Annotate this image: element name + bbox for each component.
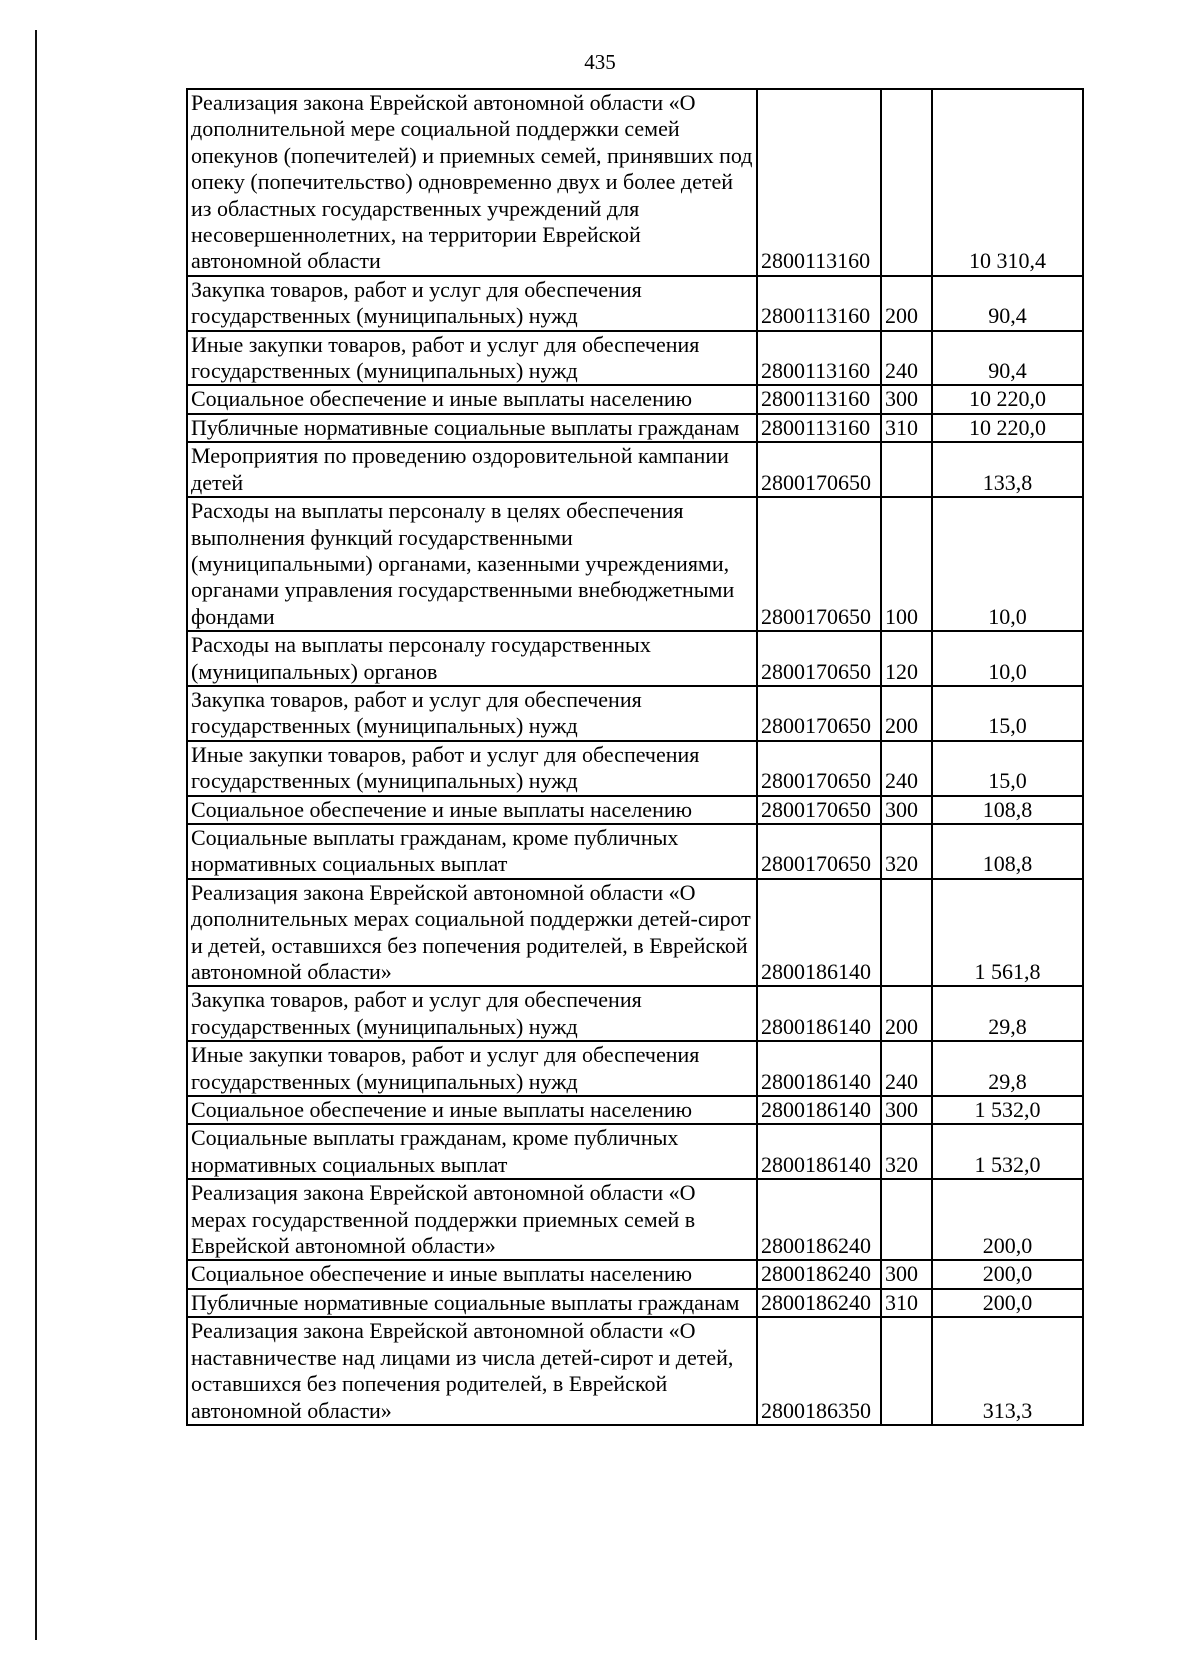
expense-type-cell	[881, 1317, 932, 1425]
target-code-cell: 2800186240	[757, 1179, 881, 1260]
target-code-cell: 2800186350	[757, 1317, 881, 1425]
table-row	[187, 442, 1083, 497]
expense-type-cell: 240	[881, 1041, 932, 1096]
amount-cell: 108,8	[932, 824, 1083, 879]
target-code-cell: 2800170650	[757, 741, 881, 796]
amount-cell: 200,0	[932, 1289, 1083, 1317]
expense-type-cell: 200	[881, 276, 932, 331]
amount-cell: 29,8	[932, 1041, 1083, 1096]
expense-type-cell: 300	[881, 796, 932, 824]
table-row	[187, 1124, 1083, 1179]
amount-cell: 200,0	[932, 1179, 1083, 1260]
table-row	[187, 631, 1083, 686]
expense-type-cell: 200	[881, 986, 932, 1041]
expense-name-cell: Мероприятия по проведению оздоровительной кампании детей	[187, 442, 757, 497]
table-row	[187, 741, 1083, 796]
amount-cell: 1 561,8	[932, 879, 1083, 987]
expense-name-cell: Реализация закона Еврейской автономной области «О мерах государственной поддержки приемных семей в Еврейской автономной области»	[187, 1179, 757, 1260]
expense-name-cell: Социальные выплаты гражданам, кроме публичных нормативных социальных выплат	[187, 1124, 757, 1179]
expense-name-cell: Реализация закона Еврейской автономной области «О наставничестве над лицами из числа детей-сирот и детей, оставшихся без попечения родителей, в Еврейской автономной области»	[187, 1317, 757, 1425]
target-code-cell: 2800186140	[757, 1096, 881, 1124]
target-code-cell: 2800186240	[757, 1260, 881, 1288]
target-code-cell: 2800170650	[757, 824, 881, 879]
target-code-cell: 2800186240	[757, 1289, 881, 1317]
amount-cell: 10 310,4	[932, 89, 1083, 276]
table-row	[187, 89, 1083, 276]
target-code-cell: 2800186140	[757, 1041, 881, 1096]
target-code-cell: 2800113160	[757, 385, 881, 413]
target-code-cell: 2800113160	[757, 414, 881, 442]
table-row	[187, 1041, 1083, 1096]
expense-name-cell: Закупка товаров, работ и услуг для обеспечения государственных (муниципальных) нужд	[187, 986, 757, 1041]
table-row	[187, 796, 1083, 824]
expense-name-cell: Публичные нормативные социальные выплаты гражданам	[187, 414, 757, 442]
amount-cell: 10,0	[932, 631, 1083, 686]
budget-table	[186, 88, 1084, 1426]
table-row	[187, 1260, 1083, 1288]
amount-cell: 90,4	[932, 276, 1083, 331]
expense-name-cell: Закупка товаров, работ и услуг для обеспечения государственных (муниципальных) нужд	[187, 276, 757, 331]
amount-cell: 10 220,0	[932, 385, 1083, 413]
amount-cell: 15,0	[932, 741, 1083, 796]
target-code-cell: 2800186140	[757, 986, 881, 1041]
expense-name-cell: Социальные выплаты гражданам, кроме публичных нормативных социальных выплат	[187, 824, 757, 879]
target-code-cell: 2800113160	[757, 89, 881, 276]
expense-name-cell: Реализация закона Еврейской автономной области «О дополнительной мере социальной поддержки семей опекунов (попечителей) и приемных семей, принявших под опеку (попечительство) одновременно двух и более детей из областных государственных учреждений для несовершеннолетних, на территории Еврейской автономной области	[187, 89, 757, 276]
amount-cell: 90,4	[932, 331, 1083, 386]
amount-cell: 15,0	[932, 686, 1083, 741]
expense-type-cell	[881, 89, 932, 276]
table-row	[187, 497, 1083, 631]
amount-cell: 108,8	[932, 796, 1083, 824]
target-code-cell: 2800186140	[757, 879, 881, 987]
amount-cell: 1 532,0	[932, 1096, 1083, 1124]
expense-name-cell: Социальное обеспечение и иные выплаты населению	[187, 796, 757, 824]
expense-type-cell: 240	[881, 331, 932, 386]
target-code-cell: 2800170650	[757, 497, 881, 631]
expense-type-cell: 320	[881, 824, 932, 879]
amount-cell: 133,8	[932, 442, 1083, 497]
expense-name-cell: Социальное обеспечение и иные выплаты населению	[187, 385, 757, 413]
expense-name-cell: Закупка товаров, работ и услуг для обеспечения государственных (муниципальных) нужд	[187, 686, 757, 741]
expense-type-cell: 300	[881, 385, 932, 413]
target-code-cell: 2800170650	[757, 442, 881, 497]
table-row	[187, 414, 1083, 442]
target-code-cell: 2800113160	[757, 331, 881, 386]
target-code-cell: 2800170650	[757, 631, 881, 686]
amount-cell: 10,0	[932, 497, 1083, 631]
amount-cell: 29,8	[932, 986, 1083, 1041]
expense-type-cell: 300	[881, 1096, 932, 1124]
target-code-cell: 2800170650	[757, 686, 881, 741]
expense-name-cell: Реализация закона Еврейской автономной области «О дополнительных мерах социальной поддержки детей-сирот и детей, оставшихся без попечения родителей, в Еврейской автономной области»	[187, 879, 757, 987]
amount-cell: 1 532,0	[932, 1124, 1083, 1179]
table-row	[187, 331, 1083, 386]
target-code-cell: 2800113160	[757, 276, 881, 331]
expense-name-cell: Иные закупки товаров, работ и услуг для обеспечения государственных (муниципальных) нужд	[187, 741, 757, 796]
expense-name-cell: Расходы на выплаты персоналу государственных (муниципальных) органов	[187, 631, 757, 686]
expense-type-cell: 200	[881, 686, 932, 741]
table-row	[187, 385, 1083, 413]
budget-table-body	[187, 89, 1083, 1425]
table-row	[187, 686, 1083, 741]
table-row	[187, 879, 1083, 987]
table-row	[187, 1289, 1083, 1317]
expense-name-cell: Публичные нормативные социальные выплаты гражданам	[187, 1289, 757, 1317]
expense-type-cell	[881, 1179, 932, 1260]
expense-type-cell: 310	[881, 414, 932, 442]
expense-type-cell: 240	[881, 741, 932, 796]
table-row	[187, 986, 1083, 1041]
expense-name-cell: Социальное обеспечение и иные выплаты населению	[187, 1260, 757, 1288]
expense-type-cell: 300	[881, 1260, 932, 1288]
target-code-cell: 2800186140	[757, 1124, 881, 1179]
expense-name-cell: Расходы на выплаты персоналу в целях обеспечения выполнения функций государственными (муниципальными) органами, казенными учреждениями, органами управления государственными внебюджетными фондами	[187, 497, 757, 631]
expense-name-cell: Иные закупки товаров, работ и услуг для обеспечения государственных (муниципальных) нужд	[187, 331, 757, 386]
scan-edge-line	[35, 30, 37, 1640]
target-code-cell: 2800170650	[757, 796, 881, 824]
amount-cell: 10 220,0	[932, 414, 1083, 442]
page-number: 435	[584, 50, 616, 74]
amount-cell: 200,0	[932, 1260, 1083, 1288]
expense-name-cell: Социальное обеспечение и иные выплаты населению	[187, 1096, 757, 1124]
amount-cell: 313,3	[932, 1317, 1083, 1425]
table-row	[187, 824, 1083, 879]
expense-type-cell	[881, 879, 932, 987]
expense-type-cell	[881, 442, 932, 497]
table-row	[187, 1096, 1083, 1124]
table-row	[187, 1179, 1083, 1260]
table-row	[187, 276, 1083, 331]
expense-name-cell: Иные закупки товаров, работ и услуг для обеспечения государственных (муниципальных) нужд	[187, 1041, 757, 1096]
table-row	[187, 1317, 1083, 1425]
expense-type-cell: 120	[881, 631, 932, 686]
expense-type-cell: 320	[881, 1124, 932, 1179]
expense-type-cell: 310	[881, 1289, 932, 1317]
expense-type-cell: 100	[881, 497, 932, 631]
